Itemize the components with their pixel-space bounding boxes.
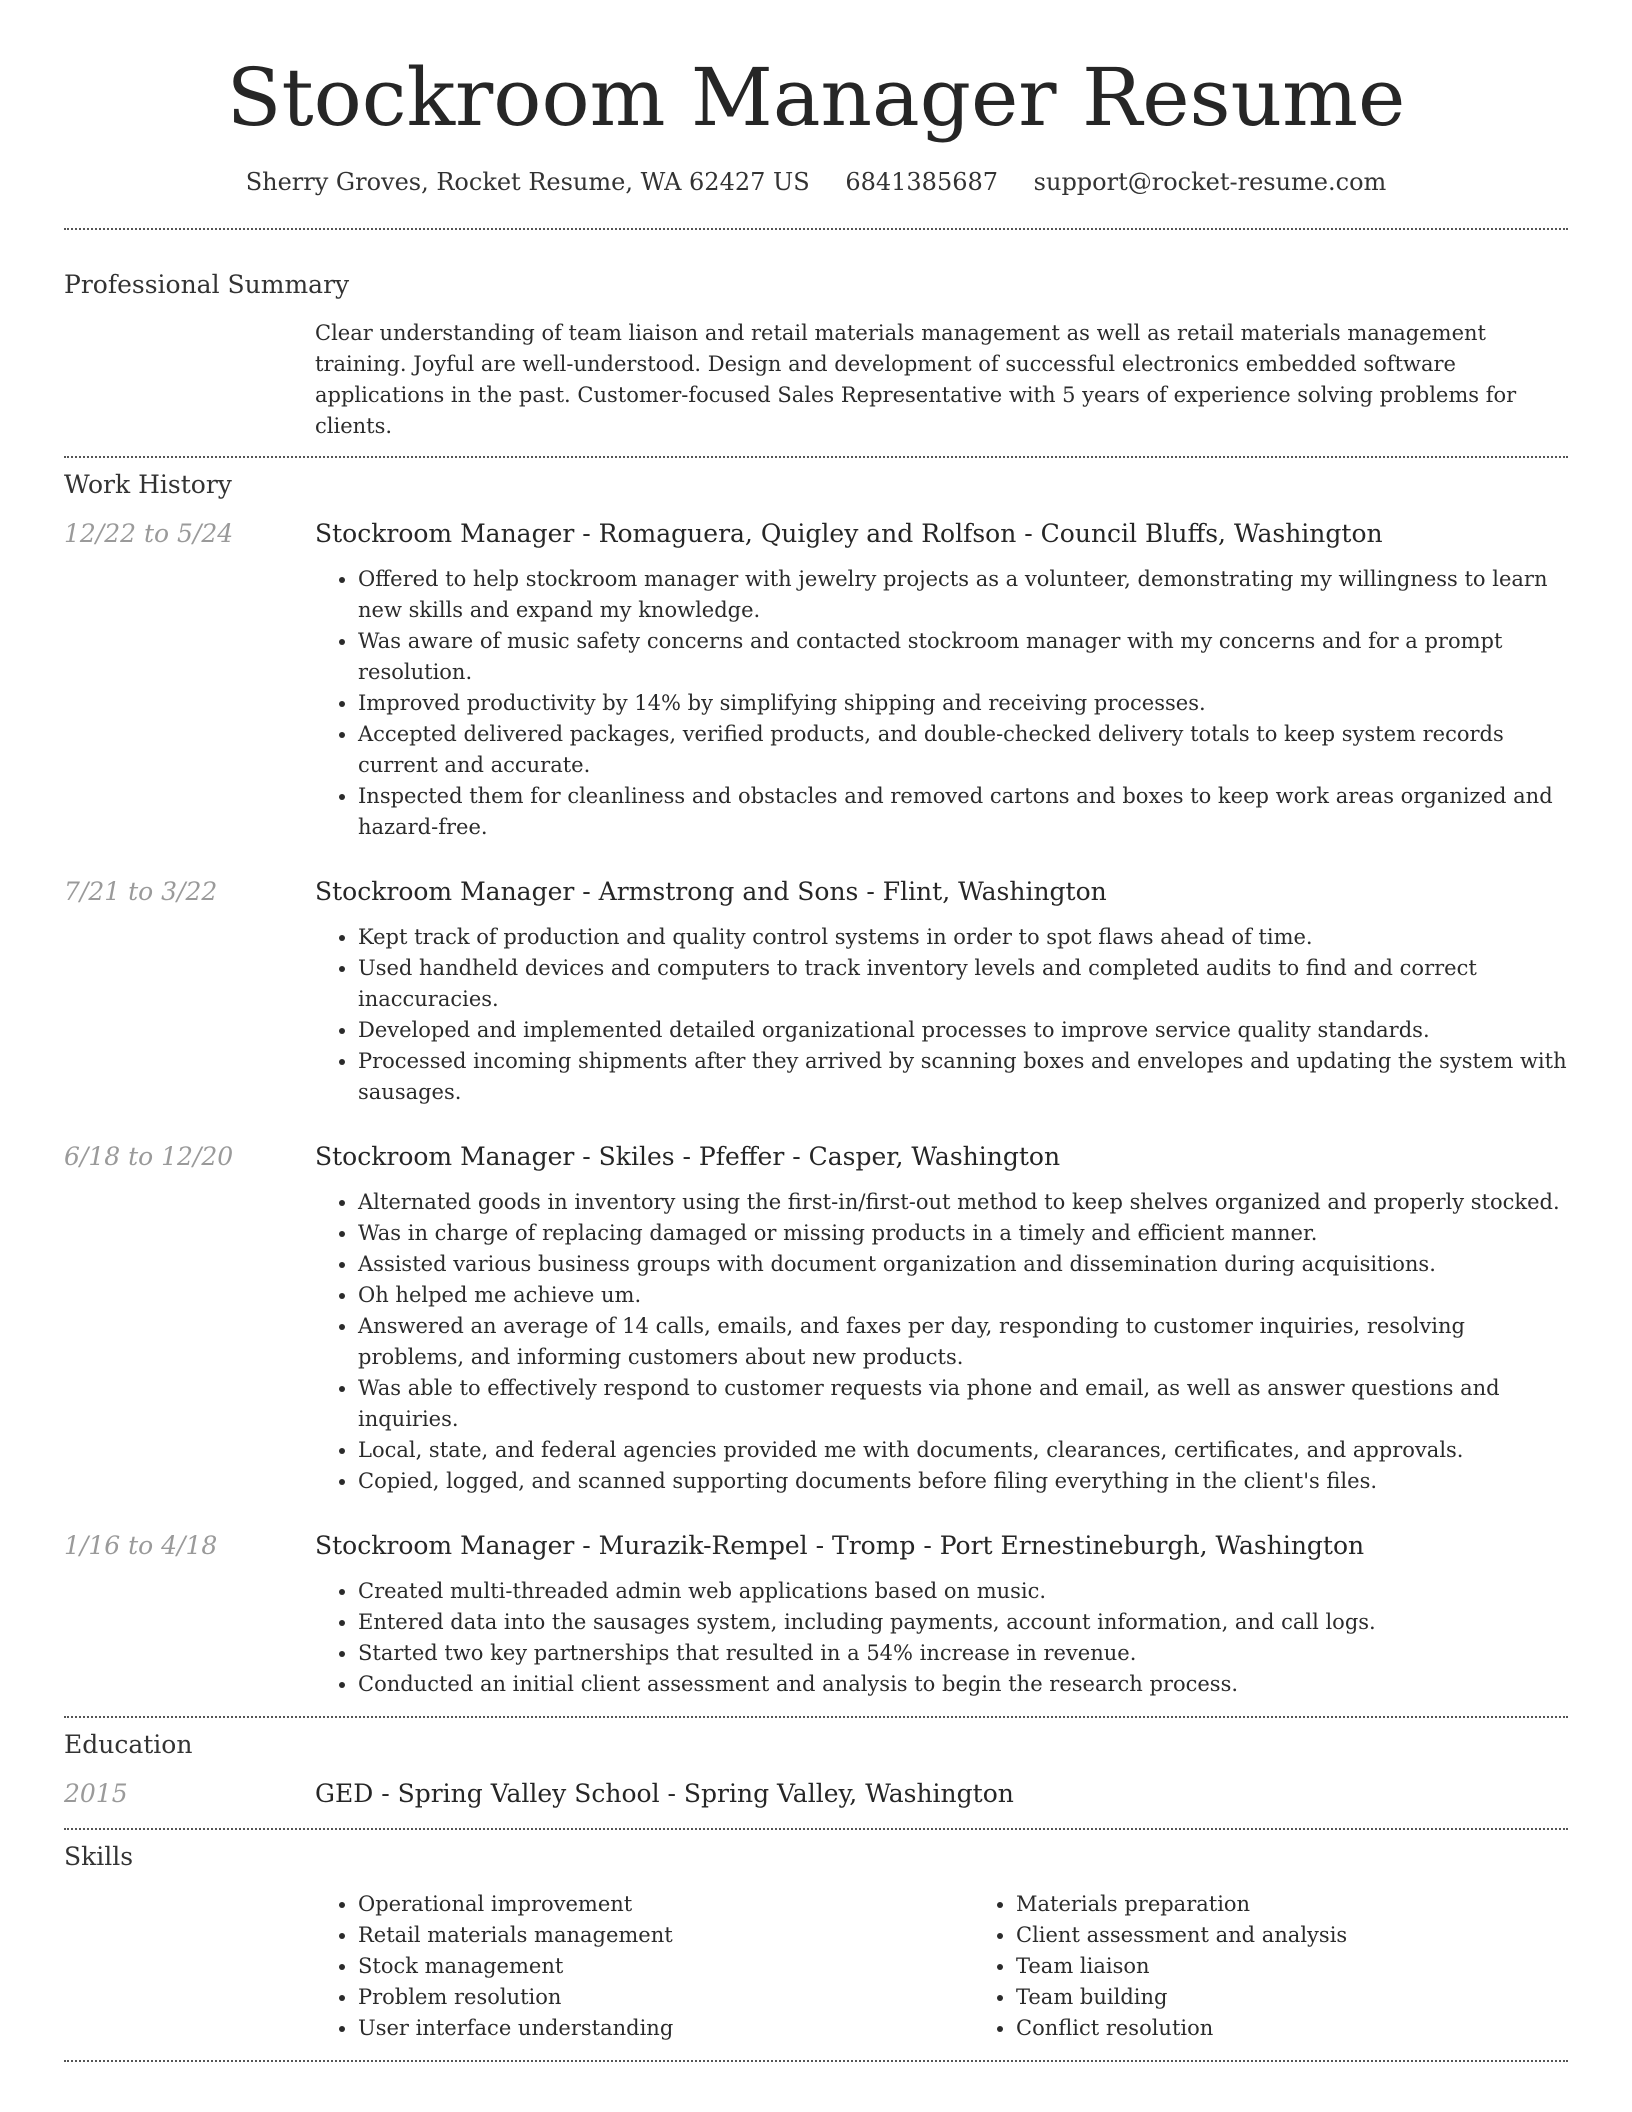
job-title: Stockroom Manager - Murazik-Rempel - Tromp - Port Ernestineburgh, Washington	[315, 1531, 1365, 1560]
list-item: • Entered data into the sausages system, including payments, account information, and call logs.	[358, 1607, 1568, 1638]
job-title: Stockroom Manager - Romaguera, Quigley and Rolfson - Council Bluffs, Washington	[315, 519, 1383, 548]
job-dates: 7/21 to 3/22	[64, 877, 218, 906]
skill-item: • User interface understanding	[358, 2013, 973, 2044]
job-details	[315, 1142, 1568, 1497]
list-item: • Was aware of music safety concerns and contacted stockroom manager with my concerns and for a prompt resolution.	[358, 626, 1568, 688]
job-entry	[64, 1531, 1568, 1700]
list-item: • Was able to effectively respond to customer requests via phone and email, as well as answer questions and inquiries.	[358, 1373, 1568, 1435]
job-dates: 6/18 to 12/20	[64, 1142, 234, 1171]
contact-phone: 6841385687	[845, 168, 999, 196]
contact-line	[64, 168, 1568, 196]
job-bullets	[315, 1576, 1568, 1700]
list-item: • Oh helped me achieve um.	[358, 1280, 1568, 1311]
summary-row	[64, 318, 1568, 442]
education-entry	[64, 1779, 1568, 1808]
list-item: • Offered to help stockroom manager with jewelry projects as a volunteer, demonstrating my willingness to learn new skills and expand my knowledge.	[358, 564, 1568, 626]
job-bullets	[315, 1187, 1568, 1497]
divider	[64, 456, 1568, 458]
job-entry	[64, 1142, 1568, 1497]
list-item: • Answered an average of 14 calls, emails, and faxes per day, responding to customer inquiries, resolving problems, and informing customers about new products.	[358, 1311, 1568, 1373]
summary-text: Clear understanding of team liaison and retail materials management as well as retail materials management training. Joyful are well-understood. Design and development of successful electronics embedded software applications in the past. Customer-focused Sales Representative with 5 years of experience solving problems for clients.	[315, 321, 1517, 438]
job-entry	[64, 519, 1568, 843]
divider	[64, 1828, 1568, 1830]
list-item: • Copied, logged, and scanned supporting documents before filing everything in the client's files.	[358, 1466, 1568, 1497]
list-item: • Inspected them for cleanliness and obstacles and removed cartons and boxes to keep work areas organized and hazard-free.	[358, 781, 1568, 843]
list-item: • Processed incoming shipments after they arrived by scanning boxes and envelopes and updating the system with sausages.	[358, 1046, 1568, 1108]
section-heading-summary: Professional Summary	[64, 270, 350, 299]
list-item: • Local, state, and federal agencies provided me with documents, clearances, certificates, and approvals.	[358, 1435, 1568, 1466]
skill-item: • Retail materials management	[358, 1920, 973, 1951]
list-item: • Kept track of production and quality control systems in order to spot flaws ahead of time.	[358, 922, 1568, 953]
list-item: • Developed and implemented detailed organizational processes to improve service quality standards.	[358, 1015, 1568, 1046]
section-heading-education: Education	[64, 1730, 193, 1759]
list-item: • Accepted delivered packages, verified products, and double-checked delivery totals to keep system records current and accurate.	[358, 719, 1568, 781]
summary-spacer	[64, 318, 315, 442]
job-details	[315, 877, 1568, 1108]
list-item: • Conducted an initial client assessment and analysis to begin the research process.	[358, 1669, 1568, 1700]
skill-item: • Stock management	[358, 1951, 973, 1982]
skills-list	[315, 1889, 1568, 2044]
job-dates: 12/22 to 5/24	[64, 519, 234, 548]
skill-item: • Team liaison	[1016, 1951, 1631, 1982]
skill-item: • Team building	[1016, 1982, 1631, 2013]
skill-item: • Client assessment and analysis	[1016, 1920, 1631, 1951]
education-details: GED - Spring Valley School - Spring Valley, Washington	[315, 1779, 1014, 1808]
job-bullets	[315, 564, 1568, 843]
job-entry	[64, 877, 1568, 1108]
skills-column-right	[973, 1889, 1631, 2044]
education-year: 2015	[64, 1779, 128, 1808]
resume-page	[64, 0, 1568, 2062]
skill-item: • Problem resolution	[358, 1982, 973, 2013]
list-item: • Was in charge of replacing damaged or missing products in a timely and efficient manner.	[358, 1218, 1568, 1249]
resume-title: Stockroom Manager Resume	[226, 51, 1406, 144]
skills-row	[64, 1889, 1568, 2044]
list-item: • Alternated goods in inventory using the first-in/first-out method to keep shelves organized and properly stocked.	[358, 1187, 1568, 1218]
list-item: • Used handheld devices and computers to track inventory levels and completed audits to find and correct inaccuracies.	[358, 953, 1568, 1015]
list-item: • Created multi-threaded admin web applications based on music.	[358, 1576, 1568, 1607]
list-item: • Started two key partnerships that resulted in a 54% increase in revenue.	[358, 1638, 1568, 1669]
skill-item: • Conflict resolution	[1016, 2013, 1631, 2044]
skills-spacer	[64, 1889, 315, 2044]
skills-column-left	[315, 1889, 973, 2044]
job-bullets	[315, 922, 1568, 1108]
section-heading-skills: Skills	[64, 1842, 134, 1871]
contact-email[interactable]: support@rocket-resume.com	[1033, 168, 1387, 196]
job-dates: 1/16 to 4/18	[64, 1531, 218, 1560]
skill-item: • Materials preparation	[1016, 1889, 1631, 1920]
contact-address: Sherry Groves, Rocket Resume, WA 62427 US	[245, 168, 810, 196]
divider	[64, 1716, 1568, 1718]
skill-item: • Operational improvement	[358, 1889, 973, 1920]
divider	[64, 228, 1568, 230]
job-details	[315, 519, 1568, 843]
job-details	[315, 1531, 1568, 1700]
job-title: Stockroom Manager - Armstrong and Sons - Flint, Washington	[315, 877, 1107, 906]
divider	[64, 2060, 1568, 2062]
section-heading-work-history: Work History	[64, 470, 232, 499]
job-title: Stockroom Manager - Skiles - Pfeffer - Casper, Washington	[315, 1142, 1061, 1171]
list-item: • Assisted various business groups with document organization and dissemination during acquisitions.	[358, 1249, 1568, 1280]
list-item: • Improved productivity by 14% by simplifying shipping and receiving processes.	[358, 688, 1568, 719]
